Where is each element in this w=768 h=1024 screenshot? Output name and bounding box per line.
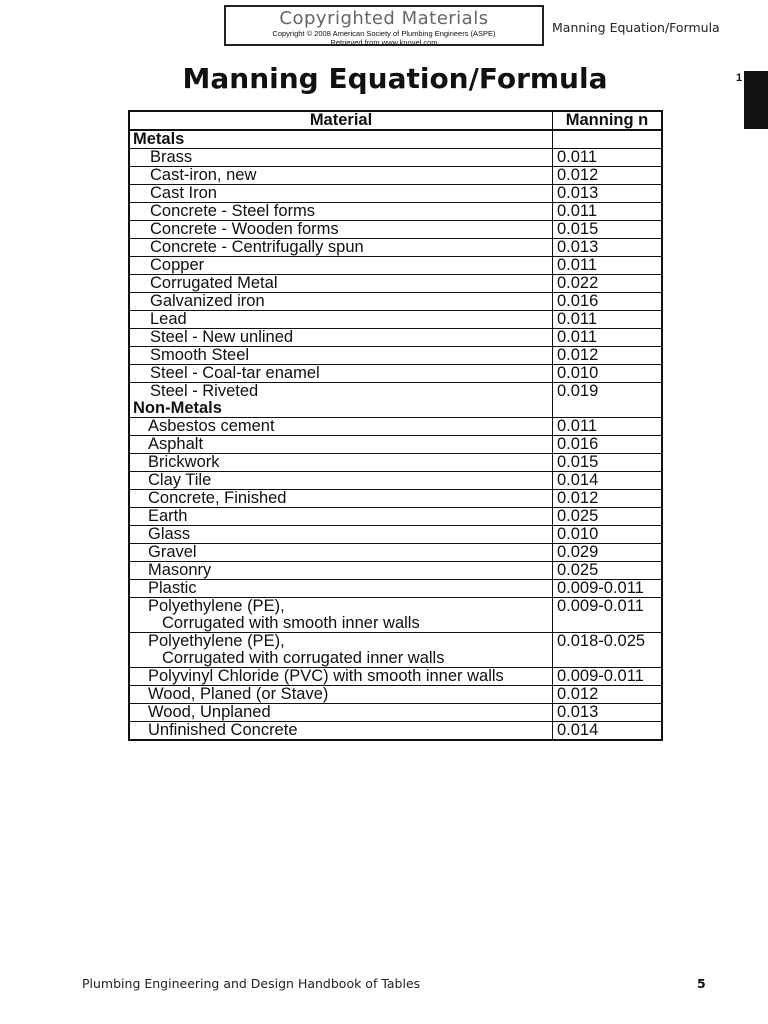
material-name: Asbestos cement [148,417,275,435]
material-name: Cast Iron [150,184,217,202]
material-cell [130,526,553,543]
table-header-row [130,112,661,131]
table-row [130,365,661,383]
material-cell [130,257,553,274]
material-cell [130,185,553,202]
material-name: Brickwork [148,453,220,471]
material-cell [130,311,553,328]
material-name: Polyethylene (PE), [148,597,285,615]
section-tab-marker [744,71,768,129]
table-row [130,704,661,722]
material-cell [130,668,553,685]
material-name: Gravel [148,543,197,561]
material-name: Steel - Coal-tar enamel [150,364,320,382]
material-cell [130,221,553,238]
table-row [130,508,661,526]
material-cell [130,329,553,346]
table-row [130,203,661,221]
material-name: Masonry [148,561,212,579]
manning-n-cell: 0.013 [557,238,599,256]
manning-n-cell: 0.011 [557,256,598,274]
material-cell [130,167,553,184]
manning-n-cell: 0.012 [557,685,599,703]
material-name: Cast-iron, new [150,166,257,184]
material-name: Copper [150,256,205,274]
material-subtype: Corrugated with smooth inner walls [162,614,420,632]
group-label: Non-Metals [130,400,553,417]
table-row [130,239,661,257]
material-cell [130,203,553,220]
table-row [130,668,661,686]
manning-n-cell: 0.014 [557,721,599,739]
table-row [130,185,661,203]
manning-n-cell: 0.014 [557,471,599,489]
manning-n-cell: 0.022 [557,274,599,292]
manning-n-cell: 0.013 [557,184,599,202]
material-name: Corrugated Metal [150,274,278,292]
table-row [130,722,661,739]
material-column-header: Material [130,112,553,129]
manning-n-cell: 0.011 [557,310,598,328]
material-name: Concrete - Steel forms [150,202,316,220]
table-row [130,544,661,562]
material-cell [130,383,553,400]
manning-n-cell: 0.019 [557,382,599,400]
material-name: Wood, Unplaned [148,703,271,721]
material-cell [130,436,553,453]
material-name: Polyethylene (PE), [148,632,285,650]
table-row [130,149,661,167]
manning-n-cell: 0.010 [557,364,599,382]
table-row [130,454,661,472]
footer-book-title: Plumbing Engineering and Design Handbook of Tables [82,976,421,991]
table-row [130,580,661,598]
table-row [130,347,661,365]
manning-n-cell: 0.015 [557,453,599,471]
material-name: Earth [148,507,188,525]
page-title: Manning Equation/Formula [182,62,608,95]
manning-n-cell: 0.009-0.011 [557,579,644,597]
table-row [130,383,661,400]
table-row [130,526,661,544]
material-cell [130,686,553,703]
material-cell [130,722,553,739]
material-cell [130,704,553,721]
manning-n-column-header: Manning n [565,111,649,129]
material-cell [130,275,553,292]
material-cell [130,580,553,597]
table-row [130,686,661,704]
manning-n-cell: 0.011 [557,328,598,346]
manning-n-cell: 0.013 [557,703,599,721]
manning-n-cell: 0.025 [557,507,599,525]
material-name: Concrete - Centrifugally spun [150,238,364,256]
table-row [130,329,661,347]
material-cell [130,454,553,471]
material-cell [130,293,553,310]
material-name: Steel - New unlined [150,328,294,346]
table-row [130,562,661,580]
stamp-title: Copyrighted Materials [279,8,489,29]
material-cell [130,490,553,507]
material-name: Steel - Riveted [150,382,259,400]
manning-n-cell: 0.015 [557,220,599,238]
manning-n-cell: 0.011 [557,148,598,166]
manning-n-cell: 0.016 [557,292,599,310]
section-tab-number: 1 [736,72,743,84]
material-name: Glass [148,525,191,543]
material-name: Brass [150,148,193,166]
manning-n-cell: 0.029 [557,543,599,561]
material-cell [130,365,553,382]
material-cell [130,347,553,364]
group-row-nonmetals [130,400,661,418]
table-row [130,167,661,185]
manning-n-cell: 0.012 [557,489,599,507]
material-cell [130,544,553,561]
material-name: Polyvinyl Chloride (PVC) with smooth inner walls [148,667,504,685]
manning-n-cell: 0.009-0.011 [557,597,644,615]
material-name: Smooth Steel [150,346,250,364]
manning-n-cell: 0.025 [557,561,599,579]
stamp-copyright-line: Copyright © 2008 American Society of Plumbing Engineers (ASPE) [272,29,496,38]
table-row [130,598,661,633]
material-name: Asphalt [148,435,204,453]
material-subtype: Corrugated with corrugated inner walls [162,649,445,667]
material-cell [130,562,553,579]
material-name: Concrete - Wooden forms [150,220,339,238]
table-row [130,275,661,293]
manning-n-cell: 0.011 [557,202,598,220]
table-row [130,490,661,508]
footer-page-number: 5 [697,976,706,991]
material-name: Unfinished Concrete [148,721,298,739]
manning-n-cell: 0.016 [557,435,599,453]
material-cell [130,598,553,632]
material-cell [130,418,553,435]
manning-n-cell: 0.011 [557,417,598,435]
table-row [130,293,661,311]
manning-n-cell: 0.010 [557,525,599,543]
stamp-source-line: Retrieved from www.knovel.com [330,38,438,47]
material-cell [130,508,553,525]
material-cell [130,239,553,256]
table-row [130,257,661,275]
material-name: Plastic [148,579,197,597]
table-row [130,418,661,436]
manning-n-cell: 0.009-0.011 [557,667,644,685]
manning-n-cell: 0.012 [557,346,599,364]
table-row [130,311,661,329]
copyright-stamp [224,5,544,46]
material-name: Wood, Planed (or Stave) [148,685,329,703]
material-name: Clay Tile [148,471,212,489]
table-row [130,633,661,668]
manning-n-cell: 0.018-0.025 [557,632,646,650]
manning-n-cell: 0.012 [557,166,599,184]
manning-table [128,110,663,741]
material-cell [130,149,553,166]
material-cell [130,472,553,489]
material-name: Concrete, Finished [148,489,287,507]
material-name: Lead [150,310,187,328]
running-head: Manning Equation/Formula [552,20,720,35]
table-row [130,436,661,454]
group-label: Metals [130,131,553,148]
table-row [130,472,661,490]
table-row [130,221,661,239]
group-row-metals [130,131,661,149]
material-name: Galvanized iron [150,292,265,310]
material-cell [130,633,553,667]
